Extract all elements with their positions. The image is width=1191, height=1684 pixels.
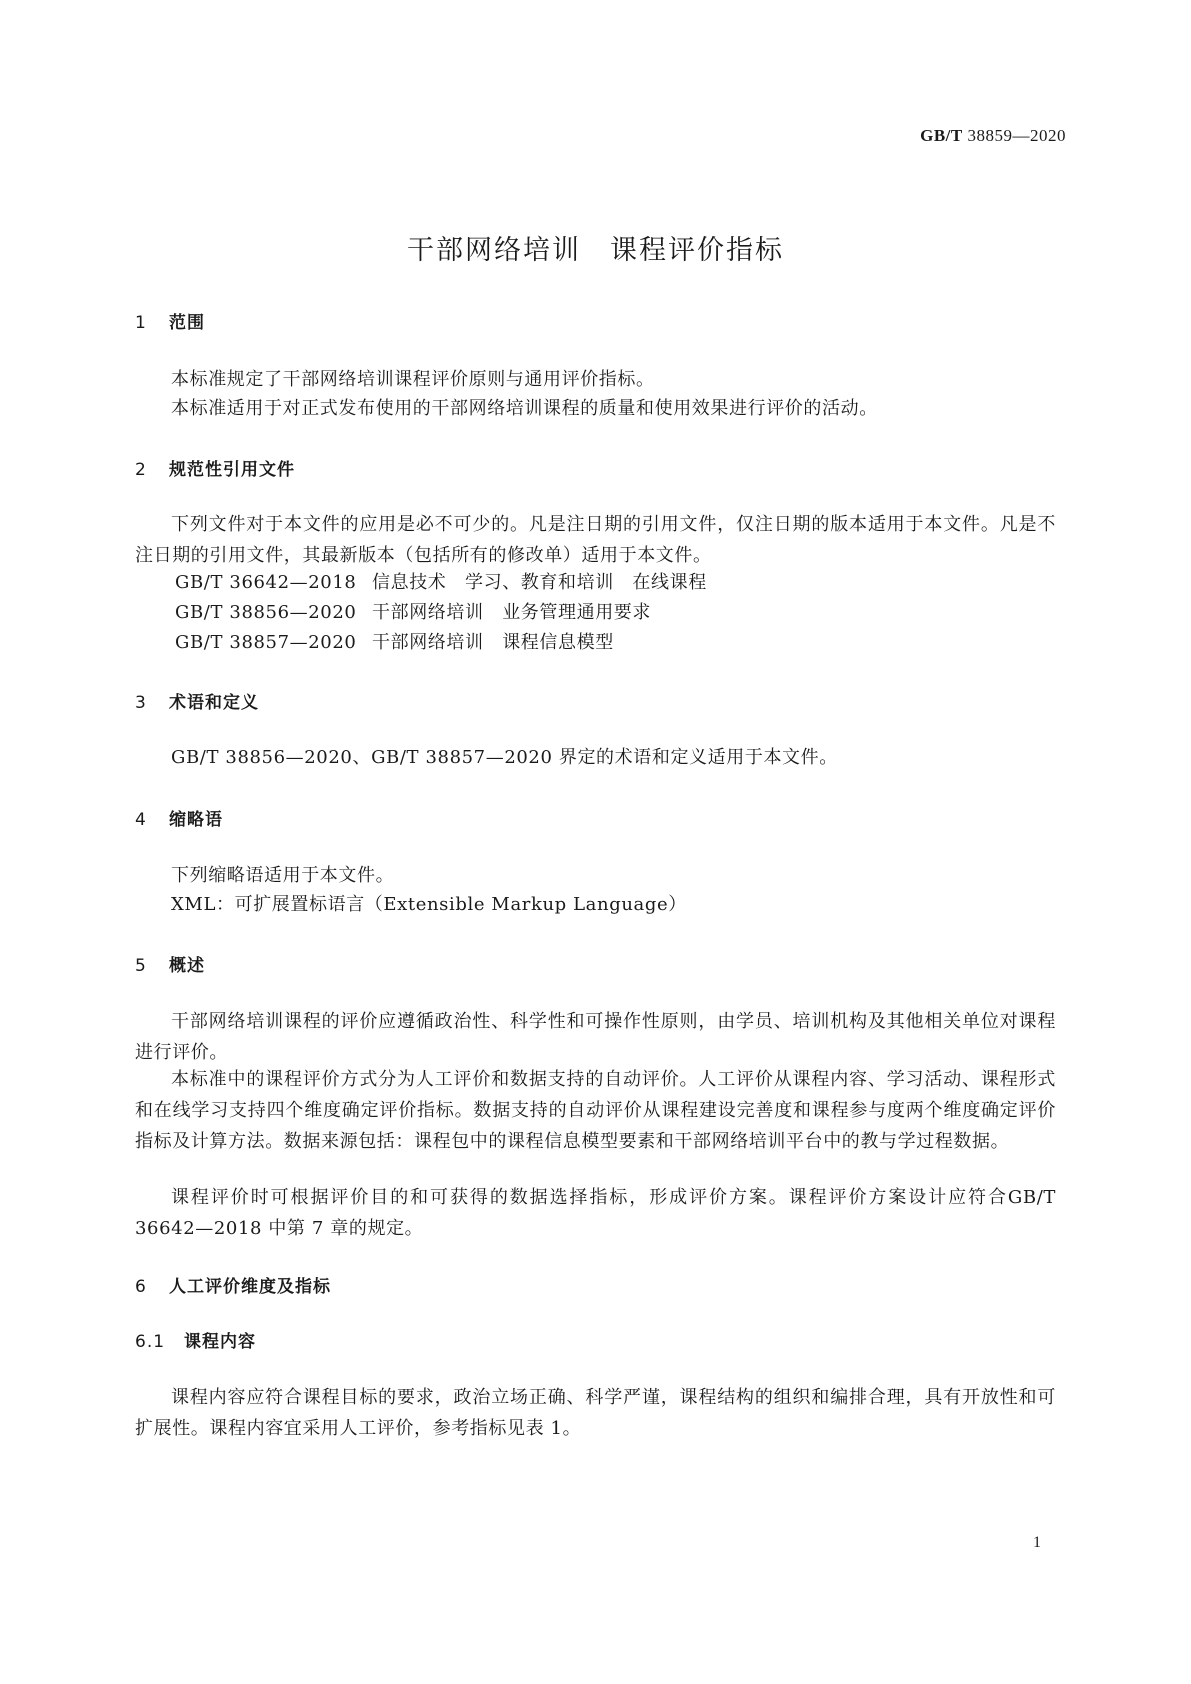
- section-number: 6.1: [135, 1332, 166, 1352]
- section-title: 人工评价维度及指标: [169, 1277, 331, 1297]
- standard-code-prefix: GB/T: [920, 126, 963, 145]
- reference-title: 干部网络培训 业务管理通用要求: [372, 602, 651, 623]
- section-number: 4: [135, 810, 147, 830]
- section-5-paragraph-1: 干部网络培训课程的评价应遵循政治性、科学性和可操作性原则，由学员、培训机构及其他相关单位对课程进行评价。: [135, 1011, 1056, 1063]
- section-title: 规范性引用文件: [169, 460, 295, 480]
- section-title: 概述: [169, 956, 205, 976]
- reference-code: GB/T 36642—2018: [175, 572, 357, 593]
- section-number: 5: [135, 956, 147, 976]
- section-3-paragraph-1: GB/T 38856—2020、GB/T 38857—2020 界定的术语和定义适用于本文件。: [171, 747, 838, 768]
- section-title: 术语和定义: [169, 693, 259, 713]
- reference-title: 信息技术 学习、教育和培训 在线课程: [372, 572, 707, 593]
- section-4-paragraph-1: 下列缩略语适用于本文件。: [171, 865, 395, 886]
- section-4-heading: [135, 805, 223, 830]
- reference-code: GB/T 38857—2020: [175, 632, 357, 653]
- section-5-paragraph-3: 课程评价时可根据评价目的和可获得的数据选择指标，形成评价方案。课程评价方案设计应符合GB/T 36642—2018 中第 7 章的规定。: [135, 1187, 1056, 1239]
- standard-code-number: 38859—2020: [967, 126, 1066, 145]
- reference-code: GB/T 38856—2020: [175, 602, 357, 623]
- section-number: 6: [135, 1277, 147, 1297]
- section-6-heading: [135, 1272, 331, 1297]
- section-title: 课程内容: [184, 1332, 256, 1352]
- section-title: 缩略语: [169, 810, 223, 830]
- section-number: 1: [135, 313, 147, 333]
- page-number: 1: [1033, 1534, 1041, 1551]
- reference-title: 干部网络培训 课程信息模型: [372, 632, 614, 653]
- standard-code: [920, 126, 1066, 146]
- section-number: 3: [135, 693, 147, 713]
- reference-item: [175, 597, 1055, 628]
- section-1-heading: [135, 308, 205, 333]
- section-5-paragraph-2: 本标准中的课程评价方式分为人工评价和数据支持的自动评价。人工评价从课程内容、学习活动、课程形式和在线学习支持四个维度确定评价指标。数据支持的自动评价从课程建设完善度和课程参与度两个维度确定评价指标及计算方法。数据来源包括：课程包中的课程信息模型要素和干部网络培训平台中的教与学过程数据。: [135, 1069, 1056, 1152]
- section-6-1-paragraph-1: 课程内容应符合课程目标的要求，政治立场正确、科学严谨，课程结构的组织和编排合理，具有开放性和可扩展性。课程内容宜采用人工评价，参考指标见表 1。: [135, 1387, 1056, 1439]
- section-2-heading: [135, 455, 295, 480]
- reference-item: [175, 567, 1055, 598]
- section-4-paragraph-2: XML：可扩展置标语言（Extensible Markup Language）: [171, 894, 687, 915]
- section-number: 2: [135, 460, 147, 480]
- section-1-paragraph-2: 本标准适用于对正式发布使用的干部网络培训课程的质量和使用效果进行评价的活动。: [171, 398, 878, 419]
- section-title: 范围: [169, 313, 205, 333]
- section-6-1-heading: [135, 1327, 256, 1352]
- section-3-heading: [135, 688, 259, 713]
- section-2-paragraph-1: 下列文件对于本文件的应用是必不可少的。凡是注日期的引用文件，仅注日期的版本适用于本文件。凡是不注日期的引用文件，其最新版本（包括所有的修改单）适用于本文件。: [135, 514, 1056, 566]
- section-1-paragraph-1: 本标准规定了干部网络培训课程评价原则与通用评价指标。: [171, 369, 655, 390]
- section-5-heading: [135, 951, 205, 976]
- reference-item: [175, 627, 1055, 658]
- document-title: 干部网络培训 课程评价指标: [407, 235, 784, 266]
